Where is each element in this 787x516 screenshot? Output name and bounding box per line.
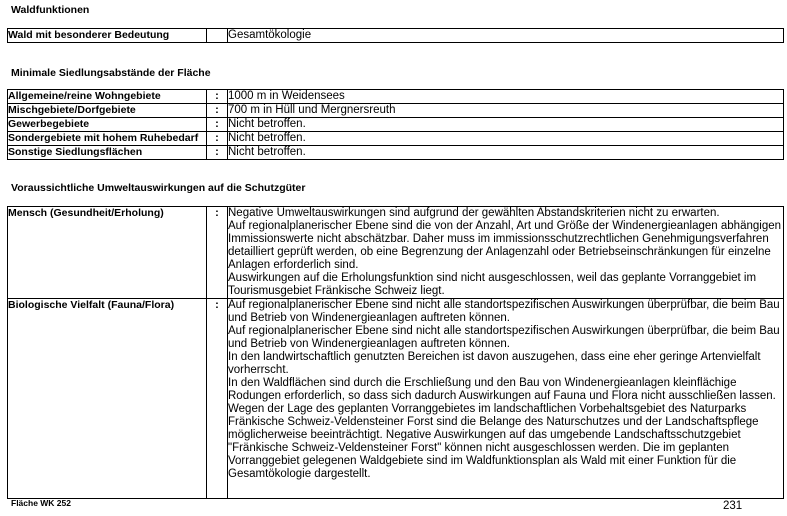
wald-table xyxy=(7,28,784,43)
row-colon: : xyxy=(207,299,228,499)
row-label: Biologische Vielfalt (Fauna/Flora) xyxy=(8,299,207,499)
table-row xyxy=(8,299,784,499)
paragraph: Auf regionalplanerischer Ebene sind nicht alle standortspezifischen Auswirkungen überprüfbar, die beim Bau und Betrieb von Windenergieanlagen auftreten können. xyxy=(228,299,780,324)
wald-label: Wald mit besonderer Bedeutung xyxy=(8,29,207,43)
siedlung-table xyxy=(7,89,784,160)
row-colon: : xyxy=(207,207,228,299)
row-colon: : xyxy=(207,104,228,118)
empty-cell xyxy=(207,29,228,43)
table-row xyxy=(8,132,784,146)
section-heading-umweltauswirkungen: Voraussichtliche Umweltauswirkungen auf die Schutzgüter xyxy=(11,182,306,194)
row-label: Allgemeine/reine Wohngebiete xyxy=(8,90,207,104)
row-value: 700 m in Hüll und Mergnersreuth xyxy=(228,104,784,118)
table-row xyxy=(8,104,784,118)
row-value: Nicht betroffen. xyxy=(228,118,784,132)
table-row xyxy=(8,29,784,43)
row-value: 1000 m in Weidensees xyxy=(228,90,784,104)
paragraph: Negative Umweltauswirkungen sind aufgrund der gewählten Abstandskriterien nicht zu erwarten. xyxy=(228,207,720,219)
row-colon: : xyxy=(207,90,228,104)
section-heading-siedlungsabstaende: Minimale Siedlungsabstände der Fläche xyxy=(11,67,211,79)
row-colon: : xyxy=(207,118,228,132)
paragraph: Auf regionalplanerischer Ebene sind nicht alle standortspezifischen Auswirkungen überprüfbar, die beim Bau und Betrieb von Windenergieanlagen auftreten können. xyxy=(228,325,780,350)
row-label: Gewerbegebiete xyxy=(8,118,207,132)
table-row xyxy=(8,146,784,160)
row-value: Nicht betroffen. xyxy=(228,146,784,160)
paragraph: Auf regionalplanerischer Ebene sind die von der Anzahl, Art und Größe der Windenergieanlagen abhängigen Immissionswerte nicht abschätzbar. Daher muss im immissionsschutzrechtlichen Genehmigungsverfahren detailliert geprüft werden, ob eine Begrenzung der Anlagenzahl oder Betriebseinschränkungen für einzelne Anlagen erforderlich sind. xyxy=(228,220,782,271)
paragraph: In den Waldflächen sind durch die Erschließung und den Bau von Windenergieanlagen kleinflächige Rodungen erforderlich, so dass sich dadurch Auswirkungen auf Fauna und Flora nicht ausschließen lassen. xyxy=(228,377,776,402)
row-label: Sonstige Siedlungsflächen xyxy=(8,146,207,160)
row-colon: : xyxy=(207,132,228,146)
paragraph: In den landwirtschaftlich genutzten Bereichen ist davon auszugehen, dass eine eher geringe Artenvielfalt vorherrscht. xyxy=(228,351,761,376)
row-value: Nicht betroffen. xyxy=(228,132,784,146)
row-value xyxy=(228,299,784,499)
row-label: Mensch (Gesundheit/Erholung) xyxy=(8,207,207,299)
table-row xyxy=(8,207,784,299)
paragraph: Auswirkungen auf die Erholungsfunktion sind nicht ausgeschlossen, weil das geplante Vorranggebiet im Tourismusgebiet Fränkische Schweiz liegt. xyxy=(228,272,757,297)
row-label: Mischgebiete/Dorfgebiete xyxy=(8,104,207,118)
paragraph: Wegen der Lage des geplanten Vorranggebietes im landschaftlichen Vorbehaltsgebiet des Naturparks Fränkische Schweiz-Veldensteiner Forst sind die Belange des Naturschutzes und der Landschaftspflege möglicherweise beeinträchtigt. Negative Auswirkungen auf das umgebende Landschaftsschutzgebiet "Fränkische Schweiz-Veldensteiner Forst" können nicht ausgeschlossen werden. Die im geplanten Vorranggebiet gelegenen Waldgebiete sind im Waldfunktionsplan als Wald mit einer Funktion für die Gesamtökologie dargestellt. xyxy=(228,403,759,480)
page-number: 231 xyxy=(723,500,743,512)
row-value xyxy=(228,207,784,299)
table-row xyxy=(8,90,784,104)
row-label: Sondergebiete mit hohem Ruhebedarf xyxy=(8,132,207,146)
wald-value: Gesamtökologie xyxy=(228,29,784,43)
umwelt-table xyxy=(7,206,784,499)
row-colon: : xyxy=(207,146,228,160)
section-heading-waldfunktionen: Waldfunktionen xyxy=(11,4,90,16)
footer-area-label: Fläche WK 252 xyxy=(11,498,71,508)
table-row xyxy=(8,118,784,132)
